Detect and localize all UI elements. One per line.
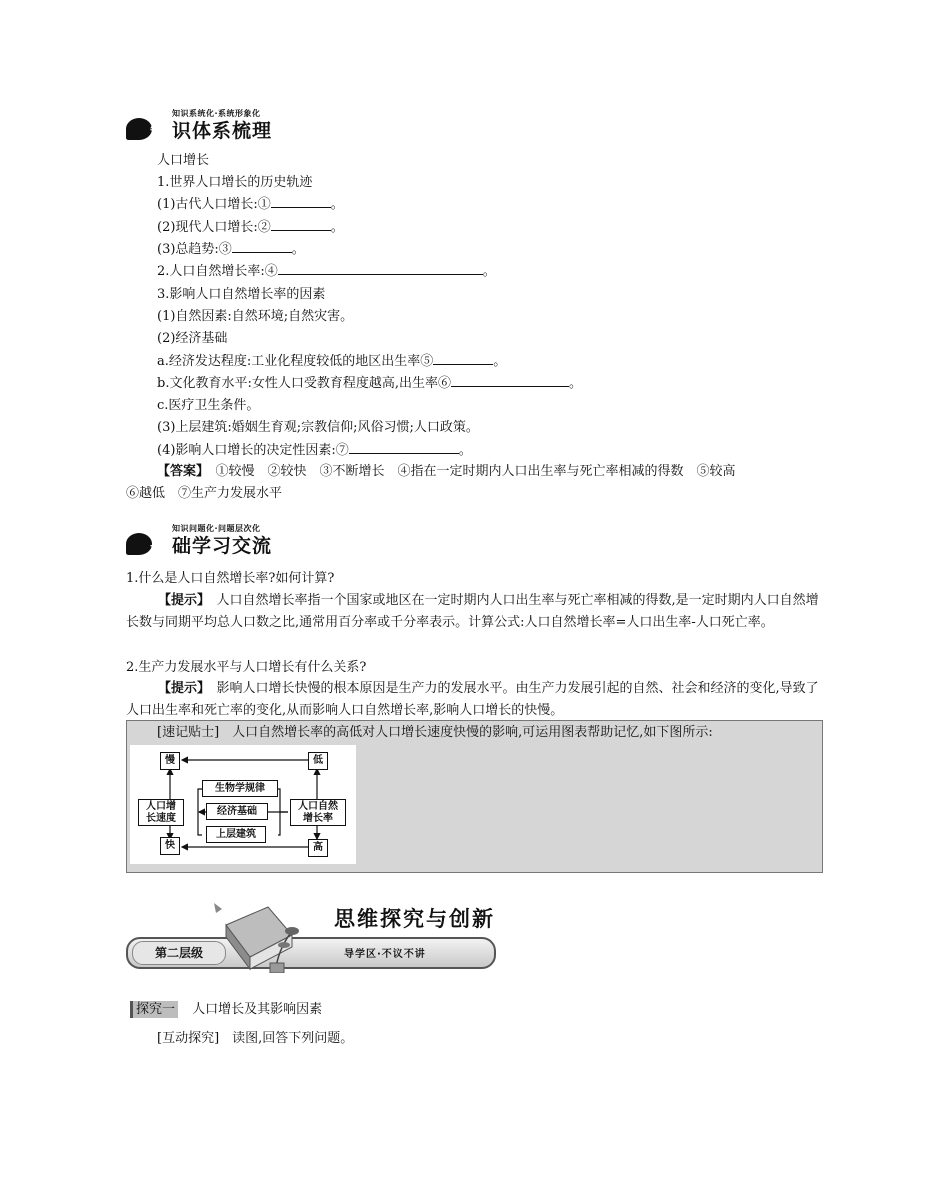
explore-heading [130,998,322,1020]
item-1a: (1)古代人口增长:① 。 [157,197,344,212]
item-3b1: a.经济发达程度:工业化程度较低的地区出生率⑤ 。 [157,354,507,369]
section-header-basic-learning [124,523,284,557]
question-2: 2.生产力发展水平与人口增长有什么关系? [126,660,367,675]
box-biology: 生物学规律 [202,780,278,797]
item-2: 2.人口自然增长率:④ 。 [157,264,496,279]
topic-label: 人口增长 [157,153,210,168]
item-3b: (2)经济基础 [157,331,228,346]
item-3b2: b.文化教育水平:女性人口受教育程度越高,出生率⑥ 。 [157,376,582,391]
item-3a: (1)自然因素:自然环境;自然灾害。 [157,309,354,324]
header-subtitle: 知识系统化·系统形象化 [172,109,261,118]
level-label: 第二层级 [132,941,226,965]
item-3: 3.影响人口自然增长率的因素 [157,287,326,302]
section-header-knowledge-system [124,108,284,142]
item-3d: (4)影响人口增长的决定性因素:⑦ 。 [157,443,472,458]
header-title: 基 础学习交流 [150,535,273,557]
tip-text: [速记贴士] 人口自然增长率的高低对人口增长速度快慢的影响,可运用图表帮助记忆,如下图所示: [157,725,713,740]
answer-line-2: ⑥越低 ⑦生产力发展水平 [126,486,283,501]
box-high: 高 [308,839,328,857]
box-growth-speed: 人口增长速度 [138,799,184,826]
item-3b3: c.医疗卫生条件。 [157,398,260,413]
box-low: 低 [308,752,328,770]
blank-6 [451,374,569,387]
box-slow: 慢 [160,752,180,770]
banner-subtitle: 导学区·不议不讲 [344,949,426,960]
box-superstructure: 上层建筑 [206,826,266,843]
book-plant-icon [206,895,306,973]
population-growth-diagram [130,745,356,864]
blank-4 [278,262,483,275]
banner-title: 思维探究与创新 [334,907,495,931]
box-economy: 经济基础 [206,803,268,820]
blank-3 [232,240,292,253]
item-1c: (3)总趋势:③ 。 [157,242,305,257]
speech-bubble-icon [126,533,152,555]
hint-1: 【提示】 人口自然增长率指一个国家或地区在一定时期内人口出生率与死亡率相减的得数,是一定时期内人口自然增长数与同期平均总人口数之比,通常用百分率或千分率表示。计算公式:人口自然增长率=人口出生率-人口死亡率。 [126,593,819,630]
hint-2: 【提示】 影响人口增长快慢的根本原因是生产力的发展水平。由生产力发展引起的自然、社会和经济的变化,导致了人口出生率和死亡率的变化,从而影响人口自然增长率,影响人口增长的快慢。 [126,681,819,718]
explore-tag: 探究一 [130,1001,178,1018]
box-natural-rate: 人口自然增长率 [290,799,346,826]
interactive-explore: [互动探究] 读图,回答下列问题。 [157,1031,354,1046]
item-1: 1.世界人口增长的历史轨迹 [157,175,313,190]
box-fast: 快 [160,837,180,855]
blank-5 [433,352,493,365]
header-title: 知 识体系梳理 [150,120,273,142]
explore-title: 人口增长及其影响因素 [192,1002,323,1017]
blank-2 [271,218,331,231]
header-subtitle: 知识问题化·问题层次化 [172,524,261,533]
level-two-banner [126,895,496,975]
question-1: 1.什么是人口自然增长率?如何计算? [126,571,335,586]
item-1b: (2)现代人口增长:② 。 [157,220,344,235]
blank-1 [271,195,331,208]
item-3c: (3)上层建筑:婚姻生育观;宗教信仰;风俗习惯;人口政策。 [157,420,479,435]
answer-line: 【答案】 ①较慢 ②较快 ③不断增长 ④指在一定时期内人口出生率与死亡率相减的得数 ⑤较高 [157,464,736,479]
memory-tip-box [126,720,823,873]
speech-bubble-icon [126,118,152,140]
blank-7 [349,441,459,454]
